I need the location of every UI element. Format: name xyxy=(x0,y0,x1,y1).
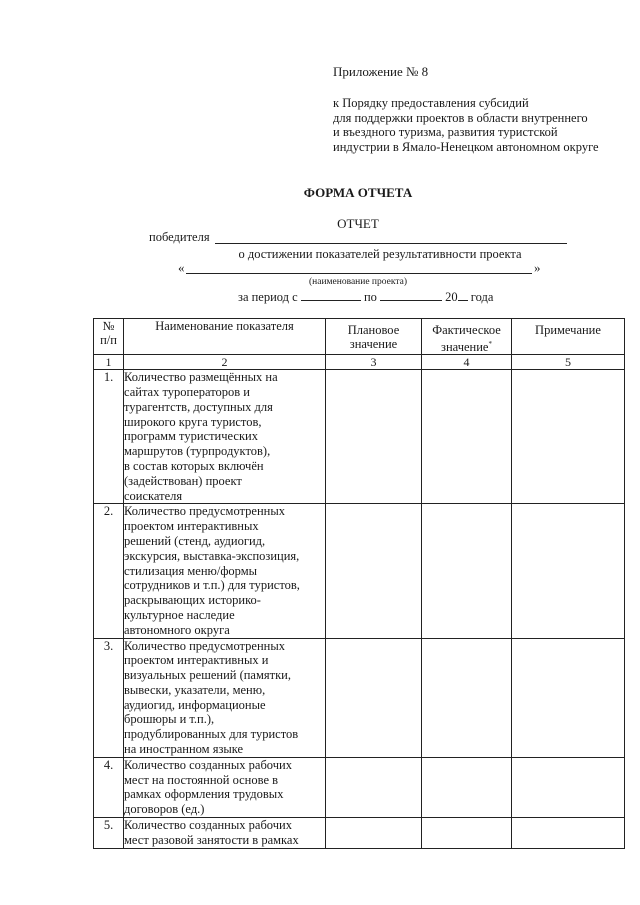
table-row xyxy=(94,757,625,817)
note-cell[interactable] xyxy=(512,504,625,638)
row-number: 4. xyxy=(94,757,124,817)
planned-value-cell[interactable] xyxy=(326,757,422,817)
annex-number: Приложение № 8 xyxy=(333,64,429,79)
actual-value-cell[interactable] xyxy=(422,757,512,817)
row-number: 1. xyxy=(94,370,124,504)
note-cell[interactable] xyxy=(512,370,625,504)
column-number: 2 xyxy=(124,355,326,370)
table-row xyxy=(94,370,625,504)
table-row xyxy=(94,818,625,849)
project-name-caption: (наименование проекта) xyxy=(308,277,407,287)
header-note: Примечание xyxy=(512,319,625,355)
quote-open: « xyxy=(178,260,185,275)
table-header-row xyxy=(94,319,625,355)
planned-value-cell[interactable] xyxy=(326,638,422,757)
reporting-period xyxy=(238,290,493,305)
indicators-table xyxy=(93,318,625,849)
order-line: для поддержки проектов в области внутреннего xyxy=(333,110,588,125)
actual-value-cell[interactable] xyxy=(422,638,512,757)
table-row xyxy=(94,504,625,638)
actual-value-cell[interactable] xyxy=(422,818,512,849)
order-reference xyxy=(333,96,599,154)
winner-label: победителя xyxy=(149,230,210,244)
indicator-name: Количество размещённых на сайтах туроператоров и турагентств, доступных для широкого круга туристов, программ туристических маршрутов (турпродуктов), в состав которых включён (задействован) проект соискателя xyxy=(124,370,326,504)
indicator-name: Количество предусмотренных проектом интерактивных и визуальных решений (памятки, вывески, указатели, меню, аудиогид, информационые брошюры и т.п.), продублированных для туристов на иностранном языке xyxy=(124,638,326,757)
period-year-prefix: 20 xyxy=(445,290,458,304)
actual-value-cell[interactable] xyxy=(422,504,512,638)
indicator-name: Количество созданных рабочих мест разовой занятости в рамках xyxy=(124,818,326,849)
order-line: индустрии в Ямало-Ненецком автономном округе xyxy=(333,139,599,154)
period-prefix: за период с xyxy=(238,290,298,304)
indicator-name: Количество предусмотренных проектом интерактивных решений (стенд, аудиогид, экскурсия, выставка-экспозиция, стилизация меню/формы сотрудников и т.п.) для туристов, раскрывающих историко- культурное наследие автономного округа xyxy=(124,504,326,638)
footnote-star: * xyxy=(488,340,492,348)
report-title: ОТЧЕТ xyxy=(337,216,379,231)
indicator-name: Количество созданных рабочих мест на постоянной основе в рамках оформления трудовых договоров (ед.) xyxy=(124,757,326,817)
planned-value-cell[interactable] xyxy=(326,370,422,504)
period-year-field[interactable] xyxy=(458,290,468,301)
period-from-field[interactable] xyxy=(301,290,361,301)
header-number: № п/п xyxy=(94,319,124,355)
header-indicator-name: Наименование показателя xyxy=(124,319,326,355)
period-to-field[interactable] xyxy=(380,290,442,301)
column-number: 4 xyxy=(422,355,512,370)
column-number: 3 xyxy=(326,355,422,370)
project-name-field[interactable] xyxy=(186,273,532,274)
row-number: 2. xyxy=(94,504,124,638)
planned-value-cell[interactable] xyxy=(326,818,422,849)
order-line: и въездного туризма, развития туристской xyxy=(333,125,558,139)
note-cell[interactable] xyxy=(512,818,625,849)
quote-close: » xyxy=(534,260,541,275)
report-subject: о достижении показателей результативности проекта xyxy=(238,247,522,261)
header-actual-value: Фактическое значение* xyxy=(422,319,512,355)
actual-value-cell[interactable] xyxy=(422,370,512,504)
order-line: к Порядку предоставления субсидий xyxy=(333,96,529,110)
column-numbers-row xyxy=(94,355,625,370)
row-number: 3. xyxy=(94,638,124,757)
column-number: 1 xyxy=(94,355,124,370)
header-planned-value: Плановое значение xyxy=(326,319,422,355)
winner-name-field[interactable] xyxy=(215,243,567,244)
planned-value-cell[interactable] xyxy=(326,504,422,638)
form-title: ФОРМА ОТЧЕТА xyxy=(303,185,413,200)
table-row xyxy=(94,638,625,757)
period-year-suffix: года xyxy=(470,290,494,304)
note-cell[interactable] xyxy=(512,757,625,817)
note-cell[interactable] xyxy=(512,638,625,757)
period-to-label: по xyxy=(363,290,377,304)
row-number: 5. xyxy=(94,818,124,849)
column-number: 5 xyxy=(512,355,625,370)
